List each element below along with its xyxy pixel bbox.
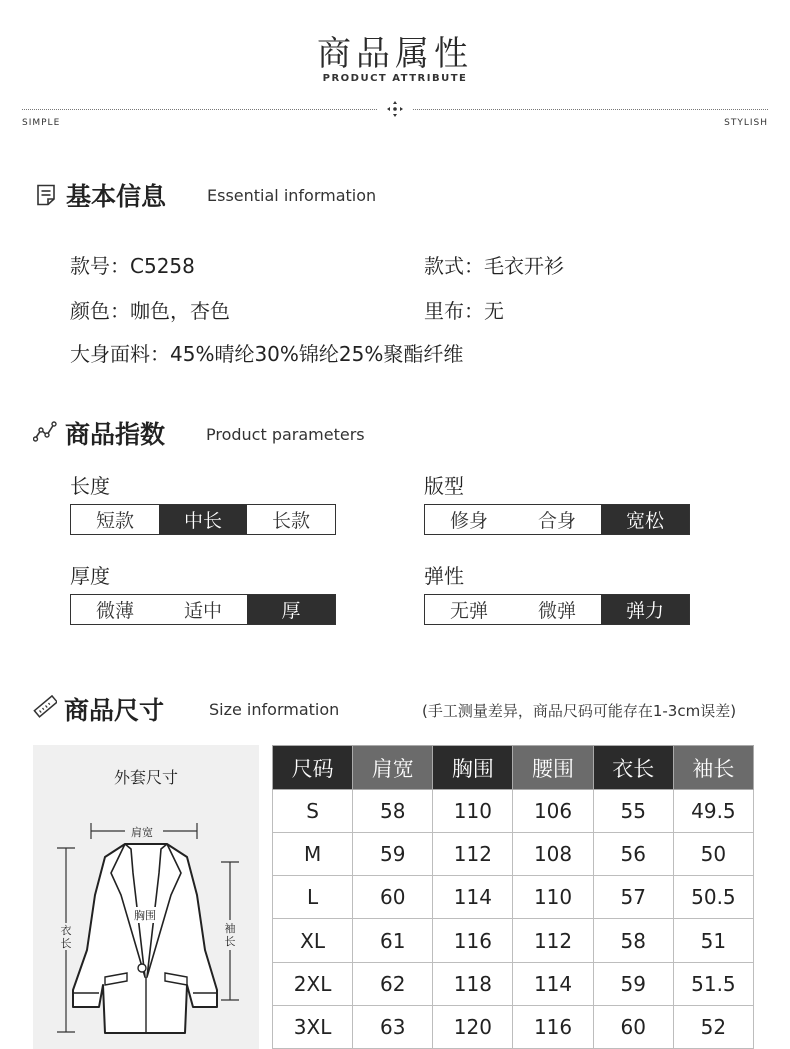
divider-left [22, 109, 377, 110]
col-waist: 腰围 [513, 746, 593, 790]
parameters-title-en: Product parameters [206, 425, 365, 444]
option-medium: 适中 [159, 595, 247, 624]
lining-info: 里布：无 [424, 299, 504, 323]
table-cell: 114 [433, 876, 513, 919]
option-short: 短款 [71, 505, 159, 534]
option-no-stretch: 无弹 [425, 595, 513, 624]
table-cell: 116 [433, 919, 513, 962]
parameters-title: 商品指数 [65, 420, 166, 449]
param-thickness-scale [70, 594, 336, 625]
param-length-scale [70, 504, 336, 535]
table-cell: 112 [513, 919, 593, 962]
table-row [273, 833, 754, 876]
length-label: 衣长 [60, 924, 72, 950]
table-cell: 106 [513, 790, 593, 833]
table-cell: 58 [593, 919, 673, 962]
option-loose: 宽松 [601, 505, 689, 534]
side-word-simple: SIMPLE [22, 118, 61, 128]
line-chart-icon [33, 420, 57, 444]
table-cell: 49.5 [673, 790, 753, 833]
col-shoulder: 肩宽 [353, 746, 433, 790]
option-slight-stretch: 微弹 [513, 595, 601, 624]
option-stretch: 弹力 [601, 595, 689, 624]
table-row [273, 1005, 754, 1048]
table-cell: 120 [433, 1005, 513, 1048]
basic-info-title-en: Essential information [207, 186, 377, 205]
col-sleeve: 袖长 [673, 746, 753, 790]
chest-label: 胸围 [134, 909, 156, 922]
page-subtitle: PRODUCT ATTRIBUTE [322, 73, 468, 84]
table-cell: 50 [673, 833, 753, 876]
table-cell: 59 [353, 833, 433, 876]
table-cell: S [273, 790, 353, 833]
table-cell: 110 [513, 876, 593, 919]
document-icon [34, 183, 58, 207]
table-cell: 50.5 [673, 876, 753, 919]
jacket-outline [33, 745, 259, 1049]
page-title: 商品属性 [317, 34, 473, 74]
size-table [272, 745, 754, 1049]
table-cell: XL [273, 919, 353, 962]
param-elasticity-label: 弹性 [424, 564, 464, 588]
param-length-label: 长度 [70, 474, 110, 498]
table-cell: 63 [353, 1005, 433, 1048]
table-cell: 112 [433, 833, 513, 876]
table-cell: 110 [433, 790, 513, 833]
table-cell: 60 [353, 876, 433, 919]
option-thick: 厚 [247, 595, 335, 624]
table-cell: 51 [673, 919, 753, 962]
option-slim: 修身 [425, 505, 513, 534]
style-type: 款式：毛衣开衫 [424, 254, 564, 278]
table-cell: 56 [593, 833, 673, 876]
table-cell: 60 [593, 1005, 673, 1048]
table-cell: 108 [513, 833, 593, 876]
ruler-icon [33, 695, 57, 719]
table-row [273, 790, 754, 833]
ornament-icon [385, 99, 405, 119]
option-regular: 合身 [513, 505, 601, 534]
param-thickness-label: 厚度 [70, 564, 110, 588]
size-title-en: Size information [209, 700, 340, 719]
col-length: 衣长 [593, 746, 673, 790]
table-cell: 59 [593, 962, 673, 1005]
jacket-diagram [33, 745, 259, 1049]
color-info: 颜色：咖色，杏色 [70, 299, 230, 323]
option-mid-length: 中长 [159, 505, 247, 534]
table-cell: L [273, 876, 353, 919]
table-cell: 55 [593, 790, 673, 833]
style-number: 款号：C5258 [70, 254, 195, 278]
param-fit-label: 版型 [424, 474, 464, 498]
col-chest: 胸围 [433, 746, 513, 790]
param-elasticity-scale [424, 594, 690, 625]
table-cell: 3XL [273, 1005, 353, 1048]
size-table-header [273, 746, 754, 790]
table-cell: 58 [353, 790, 433, 833]
fabric-info: 大身面料：45%晴纶30%锦纶25%聚酯纤维 [70, 342, 464, 366]
divider-right [413, 109, 768, 110]
table-cell: 118 [433, 962, 513, 1005]
option-thin: 微薄 [71, 595, 159, 624]
table-row [273, 876, 754, 919]
param-fit-scale [424, 504, 690, 535]
table-cell: 114 [513, 962, 593, 1005]
side-word-stylish: STYLISH [724, 118, 768, 128]
size-title: 商品尺寸 [64, 696, 165, 725]
table-cell: 61 [353, 919, 433, 962]
table-cell: 57 [593, 876, 673, 919]
table-cell: 116 [513, 1005, 593, 1048]
basic-info-title: 基本信息 [66, 182, 167, 211]
table-row [273, 962, 754, 1005]
jacket-diagram-caption: 外套尺寸 [113, 768, 178, 787]
table-cell: 2XL [273, 962, 353, 1005]
sleeve-label: 袖长 [224, 922, 236, 948]
table-row [273, 919, 754, 962]
shoulder-label: 肩宽 [131, 826, 153, 839]
table-cell: 52 [673, 1005, 753, 1048]
measurement-note: (手工测量差异，商品尺码可能存在1-3cm误差) [422, 702, 737, 720]
table-cell: 62 [353, 962, 433, 1005]
col-size: 尺码 [273, 746, 353, 790]
option-long: 长款 [247, 505, 335, 534]
table-cell: M [273, 833, 353, 876]
table-cell: 51.5 [673, 962, 753, 1005]
